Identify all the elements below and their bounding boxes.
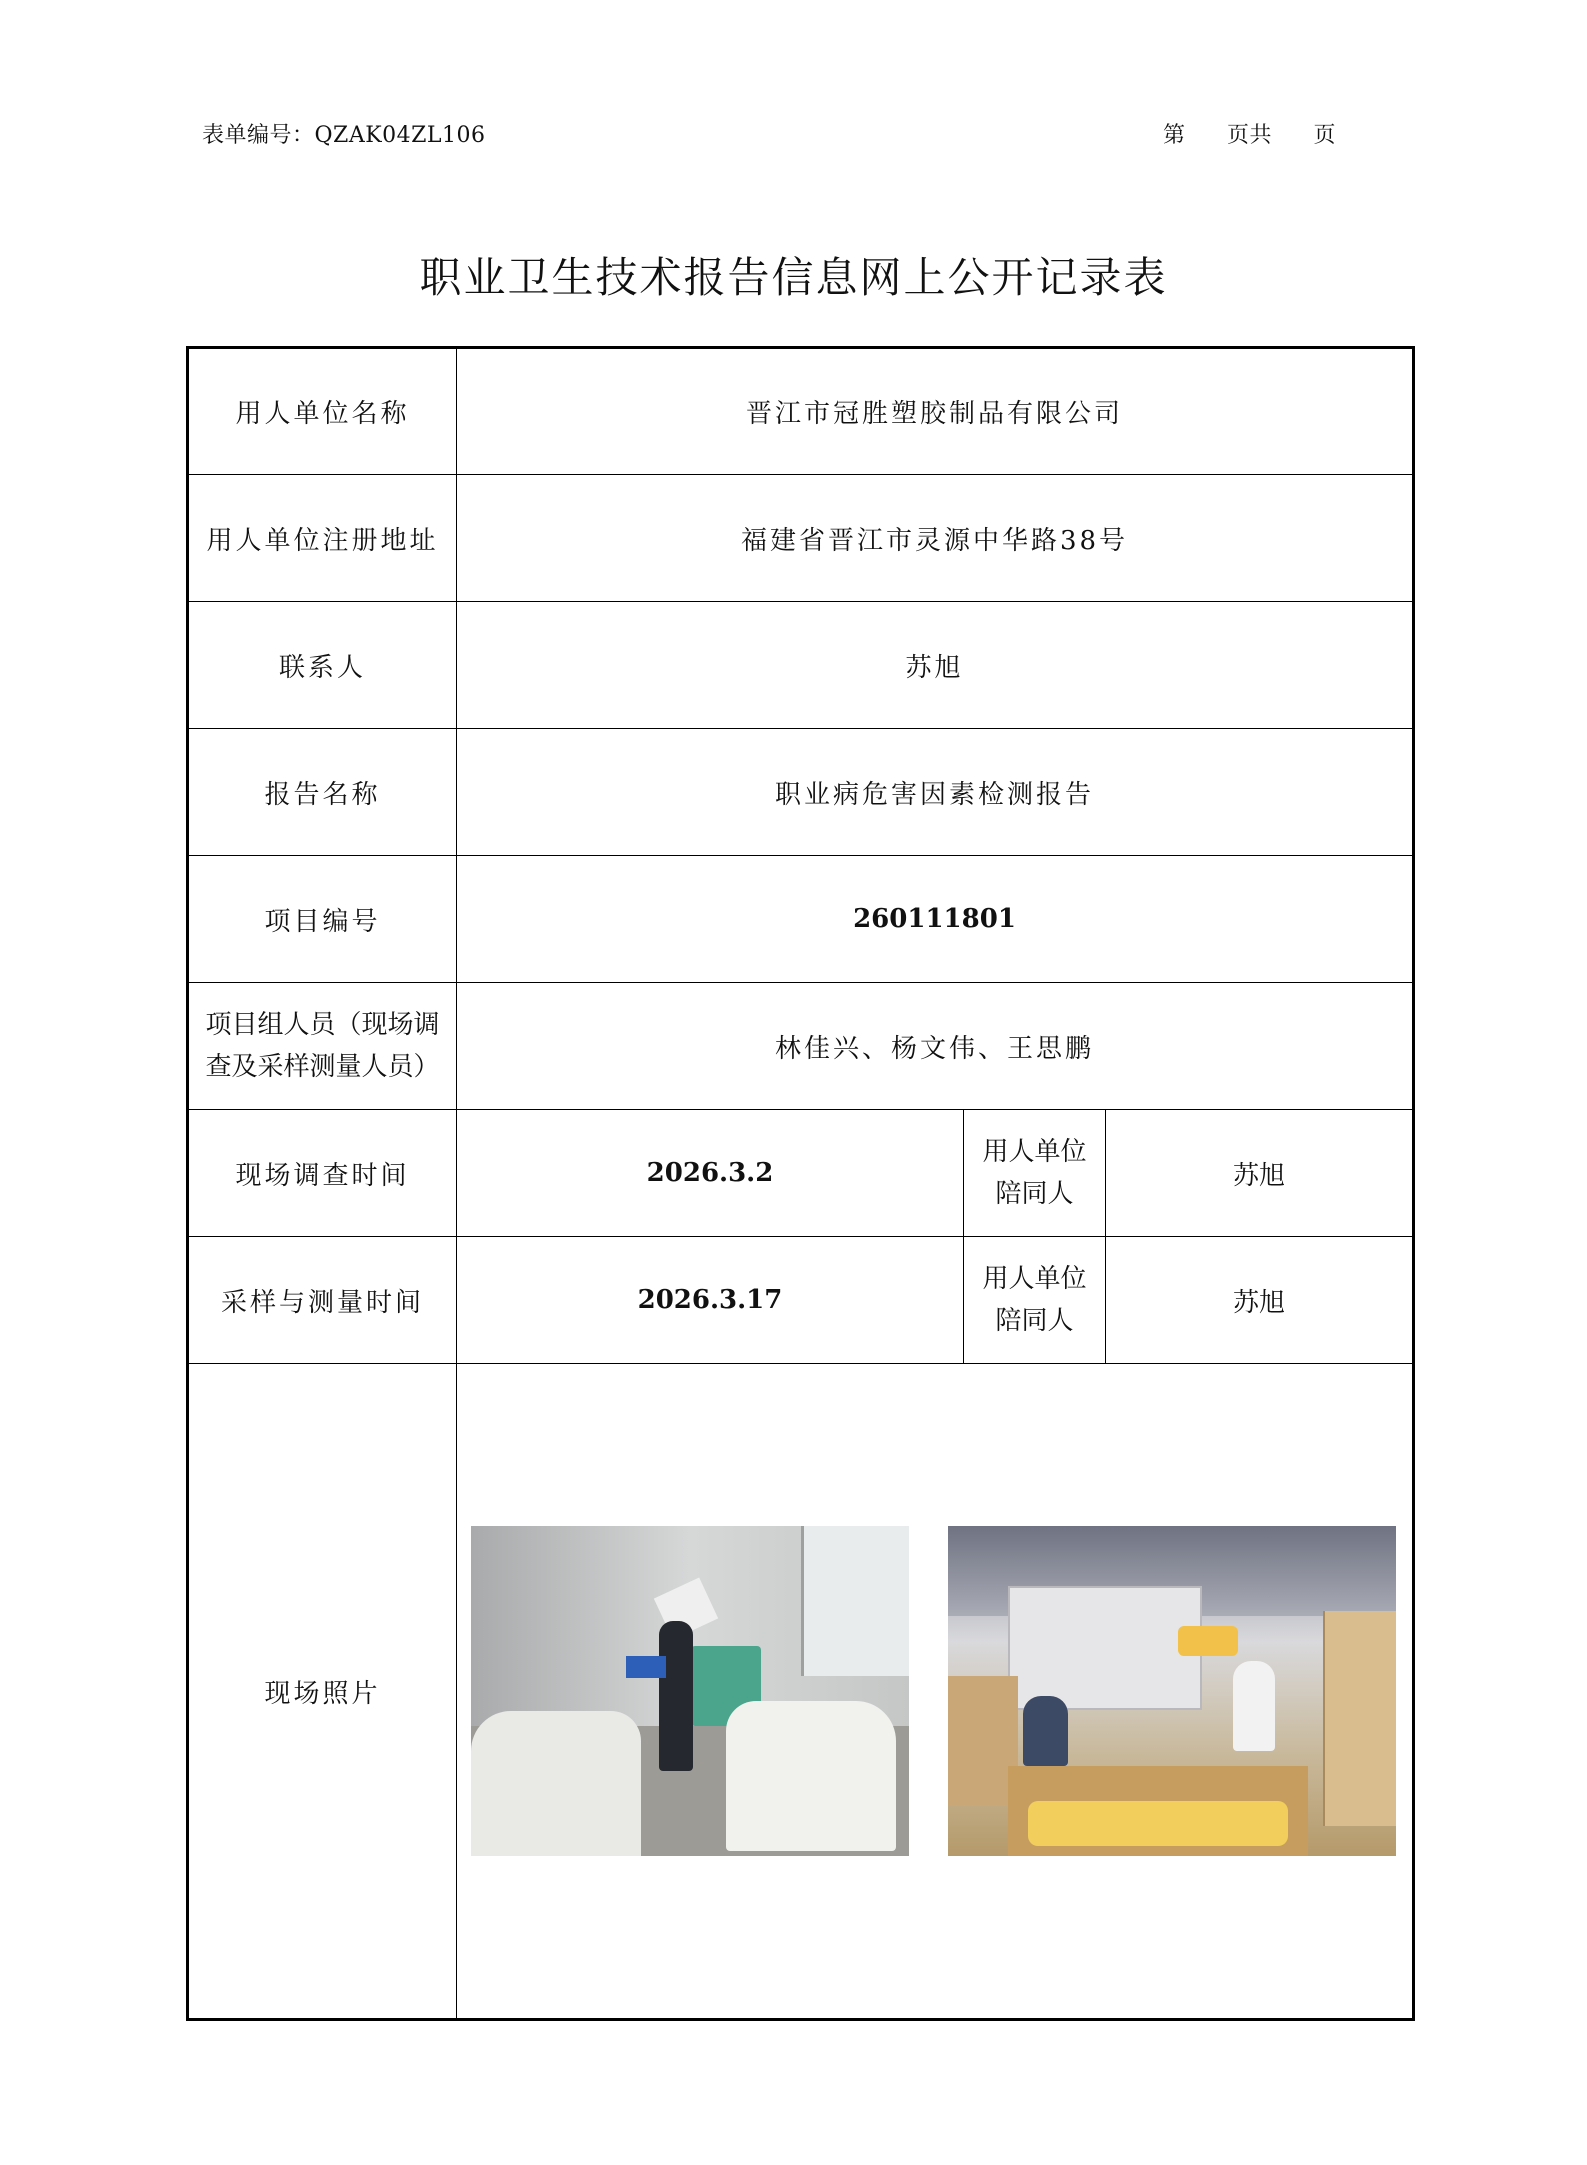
project-team-label-line2: 查及采样测量人员） xyxy=(205,1052,440,1082)
row-sampling-time xyxy=(188,1237,1414,1364)
employer-name-value: 晋江市冠胜塑胶制品有限公司 xyxy=(457,348,1414,475)
site-photo-1 xyxy=(471,1526,909,1856)
row-employer-address xyxy=(188,475,1414,602)
employer-address-label: 用人单位注册地址 xyxy=(188,475,457,602)
employer-address-value: 福建省晋江市灵源中华路38号 xyxy=(457,475,1414,602)
sampling-time-label: 采样与测量时间 xyxy=(188,1237,457,1364)
sampling-escort-label xyxy=(964,1237,1106,1364)
sampling-time-value: 2026.3.17 xyxy=(457,1237,964,1364)
sampling-escort-label-line1: 用人单位 xyxy=(982,1264,1087,1294)
photo-2-worker-left xyxy=(1023,1696,1068,1766)
project-number-value: 260111801 xyxy=(457,856,1414,983)
report-name-value: 职业病危害因素检测报告 xyxy=(457,729,1414,856)
page-suffix: 页 xyxy=(1313,123,1337,148)
employer-name-label: 用人单位名称 xyxy=(188,348,457,475)
project-number-label: 项目编号 xyxy=(188,856,457,983)
survey-escort-label xyxy=(964,1110,1106,1237)
photo-2-product-belt xyxy=(1178,1626,1238,1656)
site-photos xyxy=(457,1526,1412,1856)
photo-1-bag-left xyxy=(471,1711,641,1856)
survey-time-label: 现场调查时间 xyxy=(188,1110,457,1237)
photo-1-window xyxy=(801,1526,909,1676)
contact-label: 联系人 xyxy=(188,602,457,729)
survey-escort-value: 苏旭 xyxy=(1106,1110,1414,1237)
site-photos-label: 现场照片 xyxy=(188,1364,457,2020)
project-team-value: 林佳兴、杨文伟、王思鹏 xyxy=(457,983,1414,1110)
row-employer-name xyxy=(188,348,1414,475)
project-team-label-line1: 项目组人员（现场调 xyxy=(205,1010,440,1040)
row-project-number xyxy=(188,856,1414,983)
sampling-escort-label-line2: 陪同人 xyxy=(995,1306,1074,1336)
photo-2-worker-right xyxy=(1233,1661,1275,1751)
row-site-photos xyxy=(188,1364,1414,2020)
photo-1-instrument xyxy=(626,1656,666,1678)
row-survey-time xyxy=(188,1110,1414,1237)
photo-2-boxes-right xyxy=(1323,1611,1396,1826)
sampling-escort-value: 苏旭 xyxy=(1106,1237,1414,1364)
page-indicator xyxy=(1163,118,1336,149)
form-number: 表单编号：QZAK04ZL106 xyxy=(202,123,486,148)
page-middle: 页共 xyxy=(1227,123,1273,148)
site-photos-cell xyxy=(457,1364,1414,2020)
survey-escort-label-line1: 用人单位 xyxy=(982,1137,1087,1167)
record-table xyxy=(186,346,1415,2021)
row-contact xyxy=(188,602,1414,729)
row-project-team xyxy=(188,983,1414,1110)
photo-1-worker xyxy=(659,1621,693,1771)
survey-escort-label-line2: 陪同人 xyxy=(995,1179,1074,1209)
survey-time-value: 2026.3.2 xyxy=(457,1110,964,1237)
row-report-name xyxy=(188,729,1414,856)
report-name-label: 报告名称 xyxy=(188,729,457,856)
photo-2-machine xyxy=(1008,1586,1202,1710)
photo-1-bag-right xyxy=(726,1701,896,1851)
site-photo-2 xyxy=(948,1526,1396,1856)
page-title: 职业卫生技术报告信息网上公开记录表 xyxy=(419,253,1168,302)
contact-value: 苏旭 xyxy=(457,602,1414,729)
photo-2-product-pile xyxy=(1028,1801,1288,1846)
project-team-label xyxy=(188,983,457,1110)
page-prefix: 第 xyxy=(1163,123,1186,148)
